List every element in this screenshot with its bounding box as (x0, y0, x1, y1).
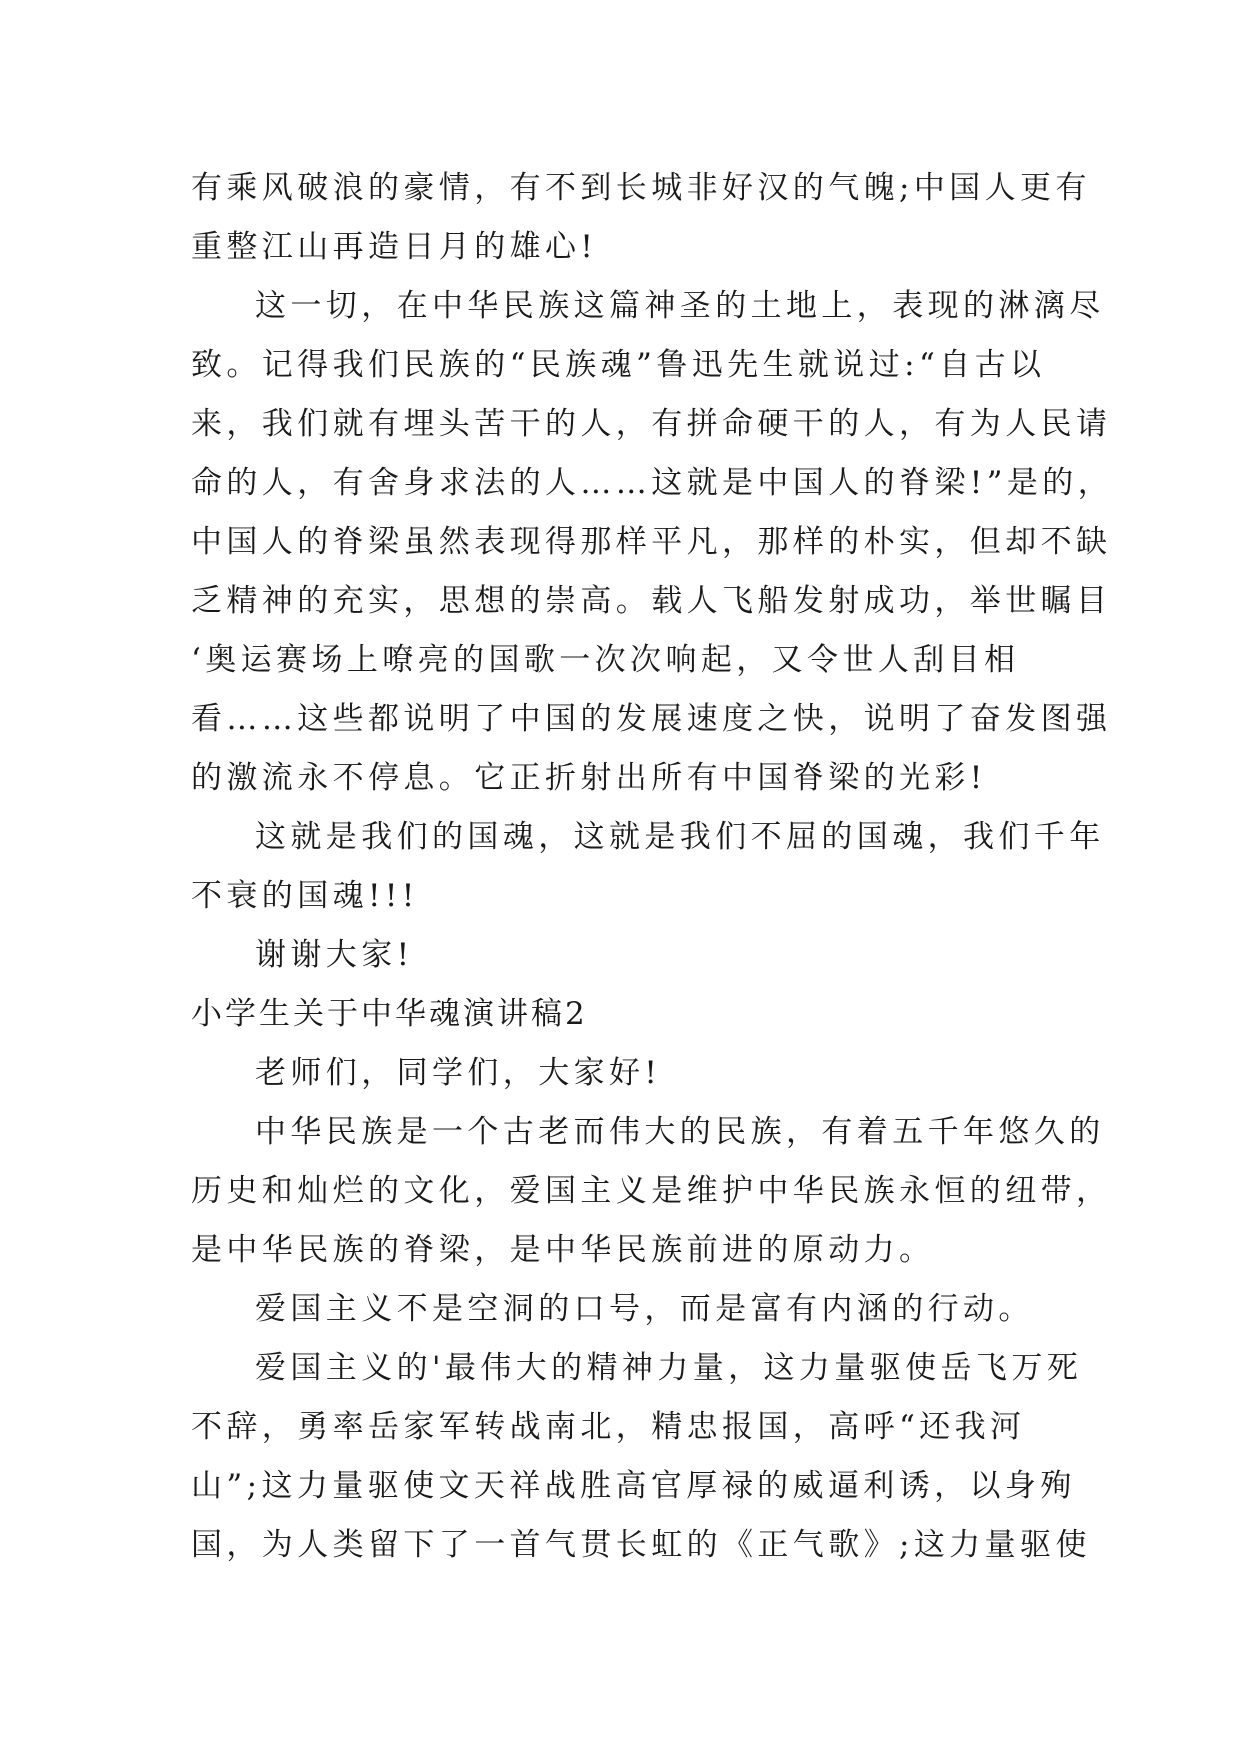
text-line: 重整江山再造日月的雄心! (191, 229, 598, 265)
text-line: 命的人，有舍身求法的人……这就是中国人的脊梁!”是的， (191, 465, 1114, 501)
text-line: 历史和灿烂的文化，爱国主义是维护中华民族永恒的纽带， (191, 1173, 1112, 1209)
paragraph-start: 这一切，在中华民族这篇神圣的土地上，表现的淋漓尽 (255, 288, 1105, 324)
paragraph-start: 谢谢大家! (255, 937, 414, 973)
section-title: 小学生关于中华魂演讲稿2 (191, 996, 588, 1032)
text-line: 看……这些都说明了中国的发展速度之快，说明了奋发图强 (191, 701, 1112, 737)
paragraph-start: 老师们，同学们，大家好! (255, 1055, 662, 1091)
text-line: 是中华民族的脊梁，是中华民族前进的原动力。 (191, 1232, 935, 1268)
text-line: 不辞，勇率岳家军转战南北，精忠报国，高呼“还我河 (191, 1409, 1026, 1445)
text-line: 不衰的国魂!!! (191, 878, 419, 914)
paragraph-start: 这就是我们的国魂，这就是我们不屈的国魂，我们千年 (255, 819, 1105, 855)
text-line: 国，为人类留下了一首气贯长虹的《正气歌》;这力量驱使 (191, 1527, 1091, 1563)
text-line: 有乘风破浪的豪情，有不到长城非好汉的气魄;中国人更有 (191, 170, 1091, 206)
text-line: 山”;这力量驱使文天祥战胜高官厚禄的威逼利诱，以身殉 (191, 1468, 1076, 1504)
paragraph-start: 爱国主义的'最伟大的精神力量，这力量驱使岳飞万死 (255, 1350, 1083, 1386)
text-line: 的激流永不停息。它正折射出所有中国脊梁的光彩! (191, 760, 987, 796)
text-line: 致。记得我们民族的“民族魂”鲁迅先生就说过:“自古以 (191, 347, 1046, 383)
text-line: 乏精神的充实，思想的崇高。载人飞船发射成功，举世瞩目 (191, 583, 1112, 619)
text-line: 中国人的脊梁虽然表现得那样平凡，那样的朴实，但却不缺 (191, 524, 1112, 560)
text-line: ‘奥运赛场上嘹亮的国歌一次次响起，又令世人刮目相 (191, 642, 1020, 678)
paragraph-start: 中华民族是一个古老而伟大的民族，有着五千年悠久的 (255, 1114, 1105, 1150)
text-line: 来，我们就有埋头苦干的人，有拼命硬干的人，有为人民请 (191, 406, 1112, 442)
paragraph-start: 爱国主义不是空洞的口号，而是富有内涵的行动。 (255, 1291, 1034, 1327)
